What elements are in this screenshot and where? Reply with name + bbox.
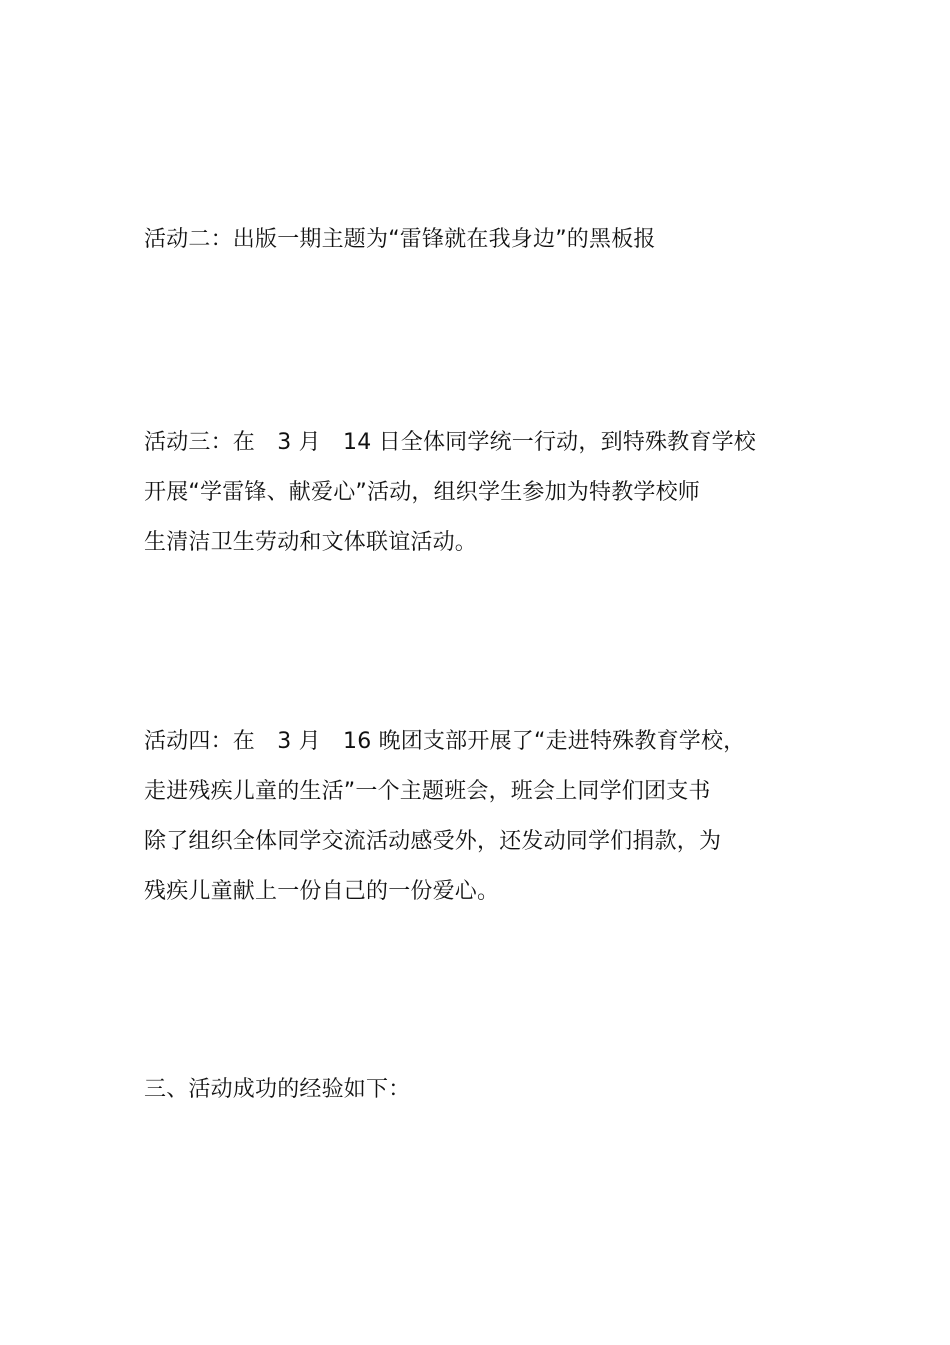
paragraph-line: 走进残疾儿童的生活”一个主题班会，班会上同学们团支书 [144,779,711,804]
paragraph-line: 活动三：在 3 月 14 日全体同学统一行动，到特殊教育学校 [144,430,756,455]
paragraph-activity-two [144,215,784,265]
section-heading-success-experience [144,1065,784,1115]
paragraph-line: 除了组织全体同学交流活动感受外，还发动同学们捐款，为 [144,829,722,854]
section-heading-line: 三、活动成功的经验如下： [144,1077,411,1102]
paragraph-activity-four [144,717,784,917]
paragraph-line: 开展“学雷锋、献爱心”活动，组织学生参加为特教学校师 [144,480,700,505]
paragraph-line: 生清洁卫生劳动和文体联谊活动。 [144,530,478,555]
paragraph-line: 活动四：在 3 月 16 晚团支部开展了“走进特殊教育学校， [144,729,746,754]
paragraph-line: 活动二：出版一期主题为“雷锋就在我身边”的黑板报 [144,227,656,252]
paragraph-activity-three [144,418,784,568]
paragraph-line: 残疾儿童献上一份自己的一份爱心。 [144,879,500,904]
